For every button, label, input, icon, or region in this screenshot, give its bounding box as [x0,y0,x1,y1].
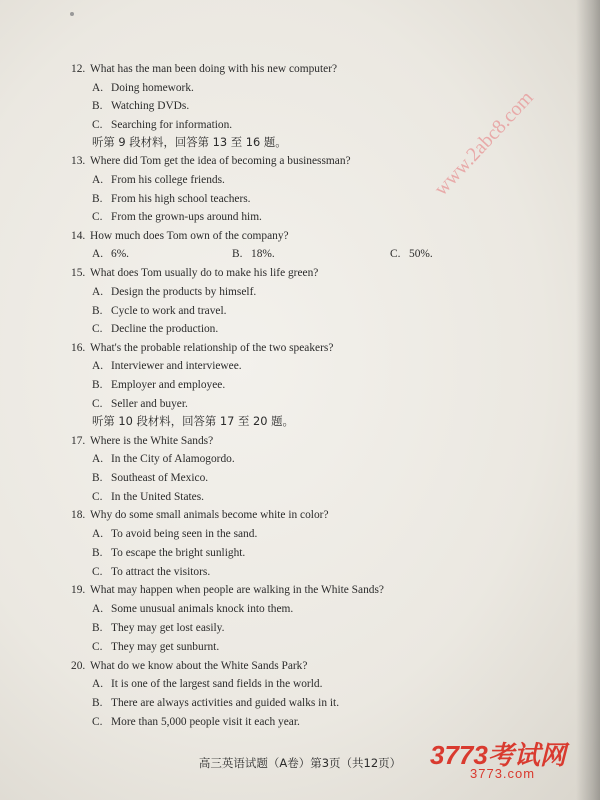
option-letter: B. [92,472,103,484]
option-18a [92,527,257,541]
option-text: There are always activities and guided walks in it. [111,697,340,709]
option-19a [92,602,293,616]
site-logo-url: 3773.com [470,766,536,781]
option-letter: B. [92,100,103,112]
option-20a [92,677,322,691]
option-letter: A. [92,678,104,690]
option-text: Doing homework. [111,82,194,94]
option-17b [92,471,208,485]
option-14a [92,247,129,261]
option-13a [92,173,225,187]
question-text: What may happen when people are walking in the White Sands? [90,584,384,596]
question-13 [71,154,351,168]
option-letter: A. [92,286,104,298]
option-14c [390,247,433,261]
option-15b [92,304,226,318]
question-number: 12. [71,63,86,75]
option-text: Searching for information. [111,119,233,131]
question-text: Where is the White Sands? [90,435,214,447]
option-15c [92,322,218,336]
option-letter: A. [92,82,104,94]
question-text: How much does Tom own of the company? [90,230,289,242]
option-12a [92,81,194,95]
scan-speck [70,12,74,16]
option-letter: B. [92,305,103,317]
option-letter: B. [92,193,103,205]
option-16a [92,359,242,373]
option-text: To attract the visitors. [111,566,211,578]
option-15a [92,285,256,299]
option-text: Employer and employee. [111,379,226,391]
option-letter: C. [92,398,103,410]
question-number: 19. [71,584,86,596]
option-text: Interviewer and interviewee. [111,360,242,372]
option-18c [92,565,210,579]
option-text: 18%. [251,248,275,260]
option-16b [92,378,225,392]
option-18b [92,546,245,560]
option-text: Cycle to work and travel. [111,305,227,317]
option-text: From the grown-ups around him. [111,211,262,223]
option-20c [92,715,300,729]
option-text: 50%. [409,248,433,260]
option-letter: C. [92,211,103,223]
section-instruction-9: 听第 9 段材料，回答第 13 至 16 题。 [92,135,287,149]
option-letter: A. [92,248,104,260]
option-text: From his high school teachers. [111,193,251,205]
option-17c [92,490,204,504]
option-letter: B. [232,248,243,260]
option-20b [92,696,339,710]
question-number: 16. [71,342,86,354]
option-letter: C. [92,716,103,728]
option-17a [92,452,235,466]
question-number: 18. [71,509,86,521]
option-13b [92,192,251,206]
option-text: Design the products by himself. [111,286,257,298]
option-19c [92,640,219,654]
question-15 [71,266,318,280]
option-16c [92,397,188,411]
question-text: What has the man been doing with his new computer? [90,63,338,75]
option-text: They may get lost easily. [111,622,225,634]
question-20 [71,659,307,673]
question-number: 20. [71,660,86,672]
option-text: More than 5,000 people visit it each year. [111,716,300,728]
option-text: In the United States. [111,491,205,503]
option-12b [92,99,189,113]
option-text: 6%. [111,248,130,260]
option-text: From his college friends. [111,174,225,186]
question-19 [71,583,384,597]
question-number: 13. [71,155,86,167]
question-number: 14. [71,230,86,242]
question-text: What's the probable relationship of the two speakers? [90,342,334,354]
option-letter: A. [92,174,104,186]
option-letter: C. [92,119,103,131]
section-instruction-10: 听第 10 段材料，回答第 17 至 20 题。 [92,414,294,428]
option-text: In the City of Alamogordo. [111,453,235,465]
option-letter: C. [390,248,401,260]
question-12 [71,62,337,76]
option-text: Seller and buyer. [111,398,188,410]
option-letter: A. [92,453,104,465]
question-text: Where did Tom get the idea of becoming a businessman? [90,155,351,167]
option-text: Watching DVDs. [111,100,190,112]
option-text: It is one of the largest sand fields in the world. [111,678,323,690]
option-text: Southeast of Mexico. [111,472,209,484]
option-13c [92,210,262,224]
option-text: Decline the production. [111,323,219,335]
question-text: What does Tom usually do to make his life green? [90,267,319,279]
question-number: 15. [71,267,86,279]
watermark-url: www.2abc8.com [430,86,538,201]
question-text: Why do some small animals become white in color? [90,509,329,521]
site-logo: 3773考试网 [430,740,566,770]
question-16 [71,341,333,355]
option-letter: C. [92,641,103,653]
option-letter: C. [92,323,103,335]
question-text: What do we know about the White Sands Park? [90,660,308,672]
option-letter: A. [92,360,104,372]
option-letter: B. [92,697,103,709]
option-letter: B. [92,622,103,634]
option-text: Some unusual animals knock into them. [111,603,294,615]
question-18 [71,508,329,522]
option-letter: A. [92,603,104,615]
option-letter: B. [92,379,103,391]
option-text: They may get sunburnt. [111,641,220,653]
option-12c [92,118,232,132]
option-14b [232,247,275,261]
question-17 [71,434,213,448]
option-letter: C. [92,566,103,578]
option-letter: C. [92,491,103,503]
option-19b [92,621,224,635]
page-footer: 高三英语试题（A卷）第3页（共12页） [198,756,402,770]
option-text: To escape the bright sunlight. [111,547,246,559]
question-number: 17. [71,435,86,447]
question-14 [71,229,289,243]
option-text: To avoid being seen in the sand. [111,528,258,540]
option-letter: A. [92,528,104,540]
option-letter: B. [92,547,103,559]
